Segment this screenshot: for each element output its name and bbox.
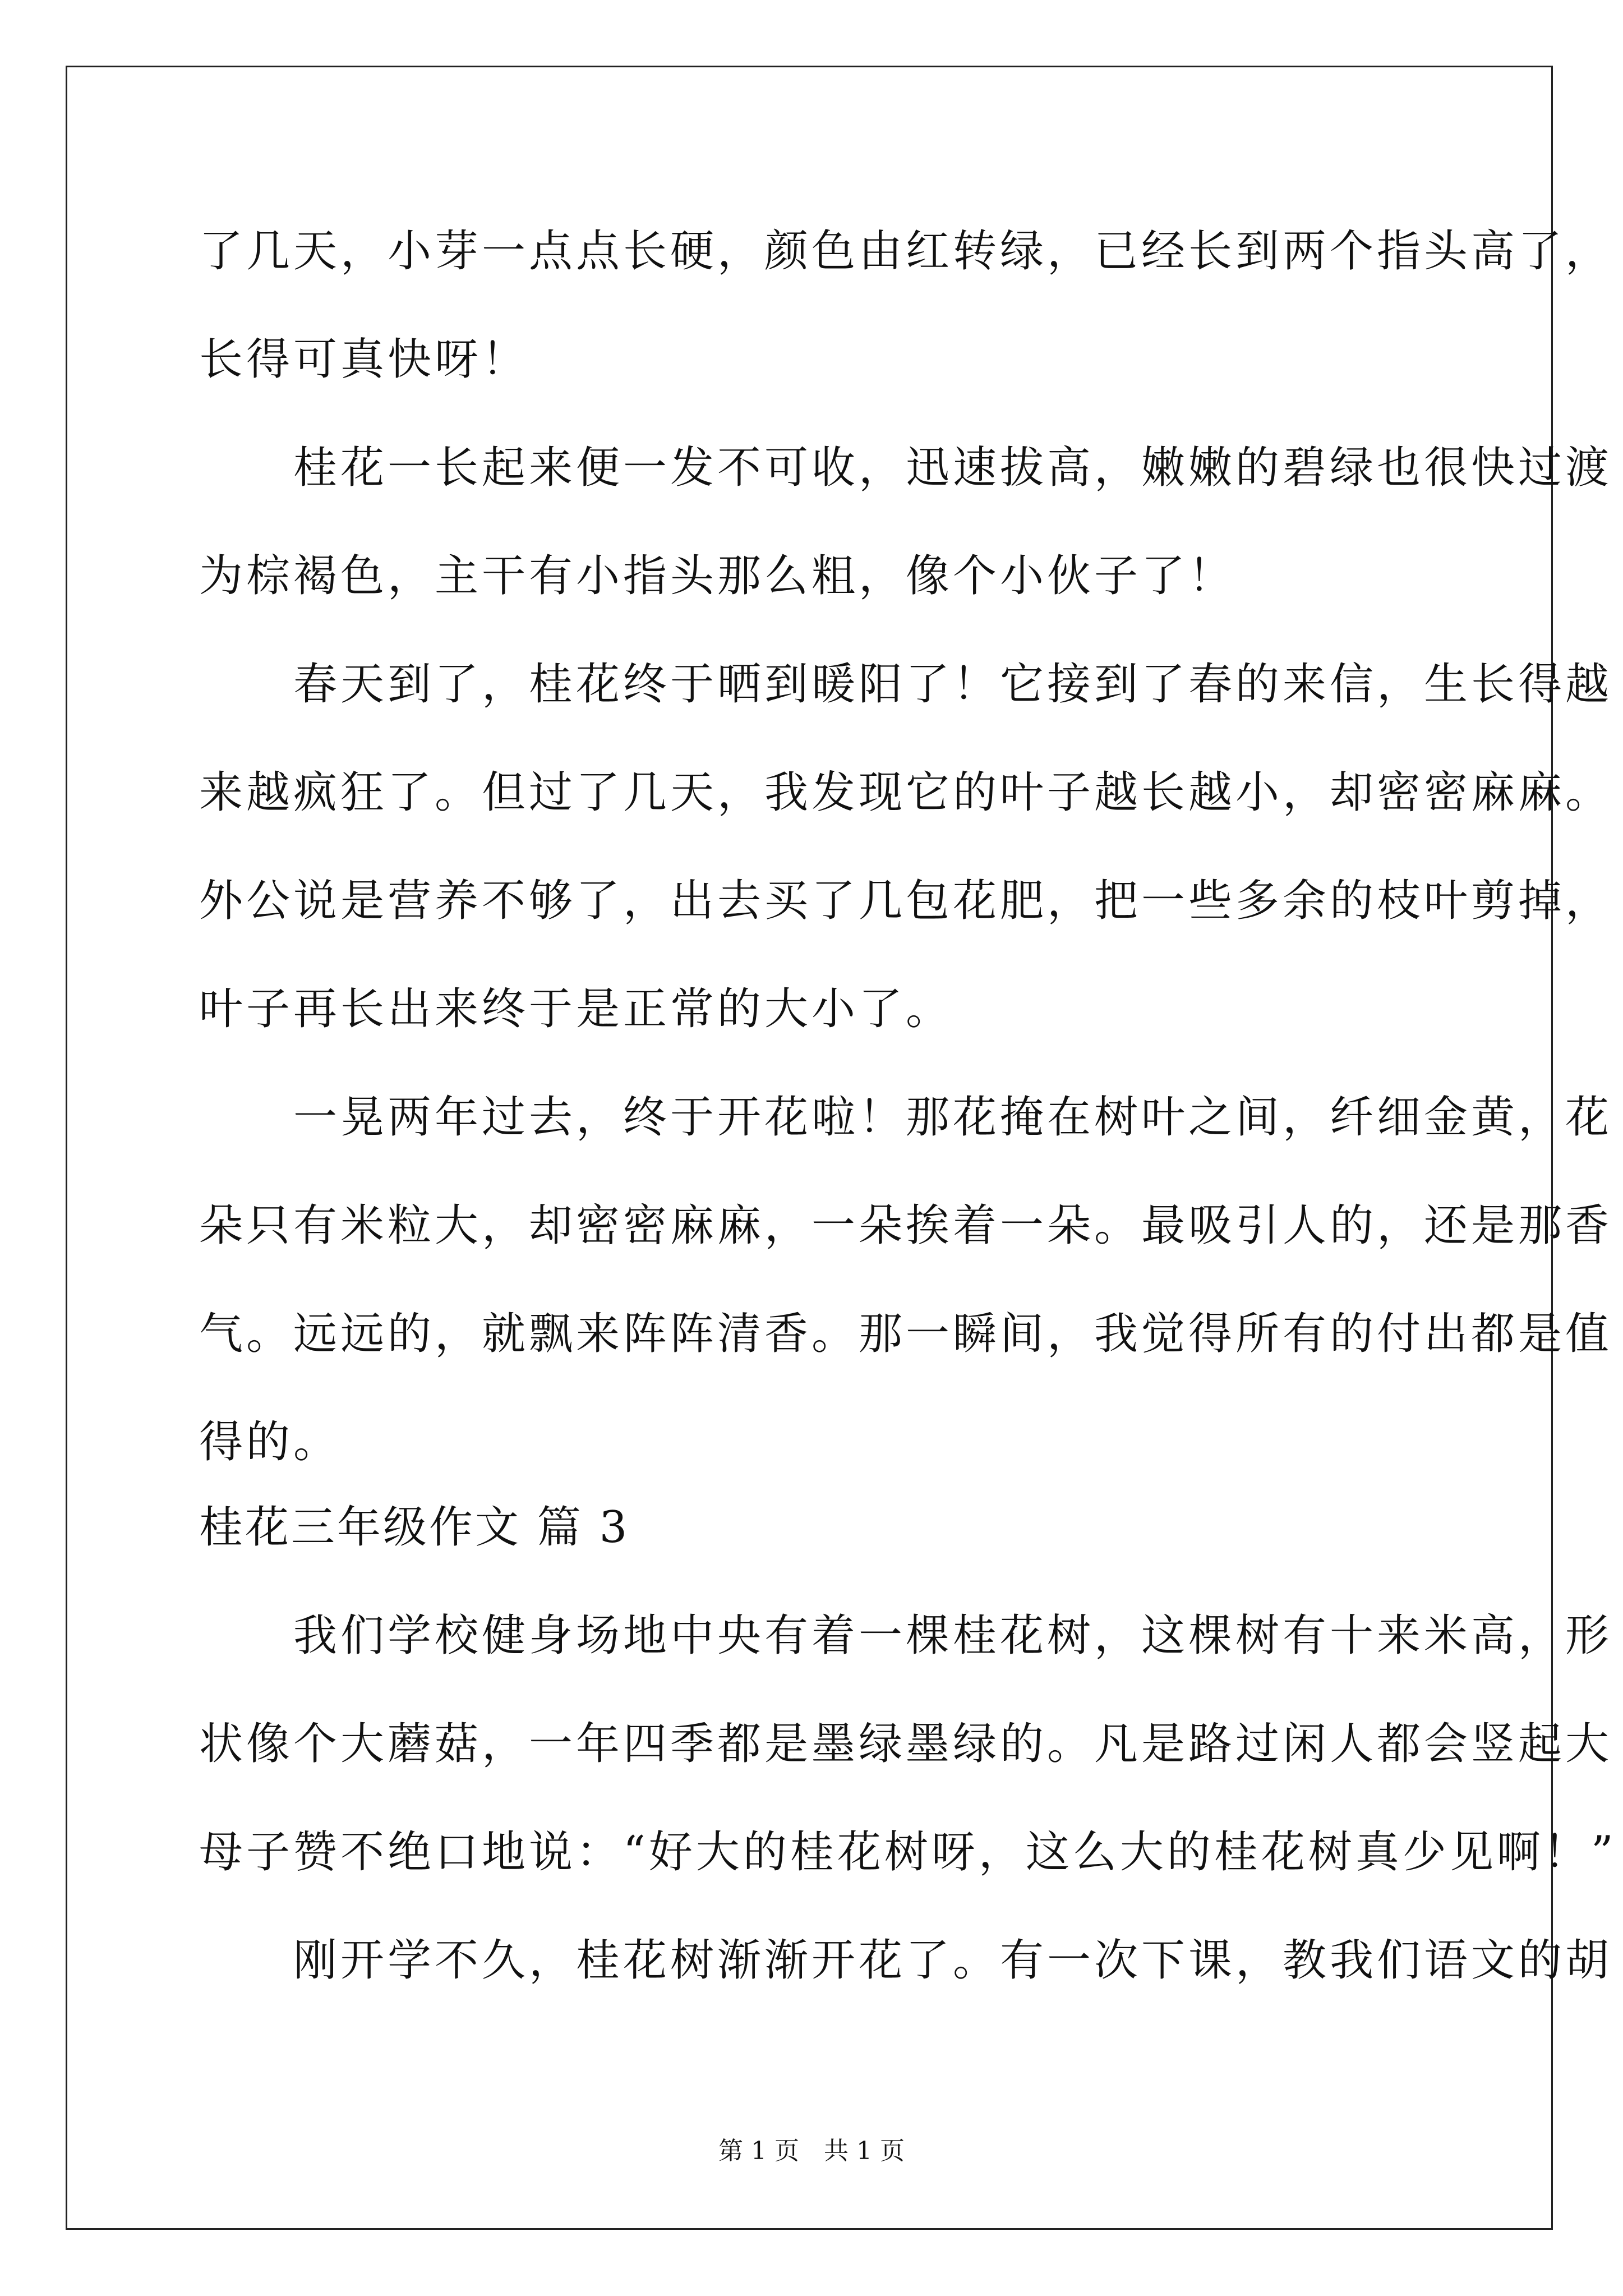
text-line: 一晃两年过去，终于开花啦！那花掩在树叶之间，纤细金黄，花 <box>199 1092 1613 1143</box>
text-line: 为棕褐色，主干有小指头那么粗，像个小伙子了！ <box>199 551 1236 601</box>
text-line: 桂花一长起来便一发不可收，迅速拔高，嫩嫩的碧绿也很快过渡 <box>199 443 1613 493</box>
text-line: 来越疯狂了。但过了几天，我发现它的叶子越长越小，却密密麻麻。 <box>199 767 1613 818</box>
text-line: 了几天，小芽一点点长硬，颜色由红转绿，已经长到两个指头高了， <box>199 226 1613 277</box>
text-line: 叶子再长出来终于是正常的大小了。 <box>199 984 953 1034</box>
text-line: 朵只有米粒大，却密密麻麻，一朵挨着一朵。最吸引人的，还是那香 <box>199 1200 1613 1251</box>
text-line: 母子赞不绝口地说：“好大的桂花树呀，这么大的桂花树真少见啊！” <box>199 1827 1617 1878</box>
text-line: 气。远远的，就飘来阵阵清香。那一瞬间，我觉得所有的付出都是值 <box>199 1309 1613 1359</box>
page-footer: 第 1 页 共 1 页 <box>718 2137 905 2165</box>
text-line: 外公说是营养不够了，出去买了几包花肥，把一些多余的枝叶剪掉， <box>199 876 1613 926</box>
section-heading: 桂花三年级作文 篇 3 <box>199 1502 630 1553</box>
text-line: 我们学校健身场地中央有着一棵桂花树，这棵树有十来米高，形 <box>199 1611 1613 1661</box>
text-line: 刚开学不久，桂花树渐渐开花了。有一次下课，教我们语文的胡 <box>199 1935 1613 1986</box>
text-line: 长得可真快呀！ <box>199 334 529 385</box>
text-line: 状像个大蘑菇，一年四季都是墨绿墨绿的。凡是路过闲人都会竖起大 <box>199 1719 1613 1769</box>
page-border <box>66 66 1553 2230</box>
text-line: 得的。 <box>199 1417 341 1467</box>
text-line: 春天到了，桂花终于晒到暖阳了！它接到了春的来信，生长得越 <box>199 659 1613 710</box>
